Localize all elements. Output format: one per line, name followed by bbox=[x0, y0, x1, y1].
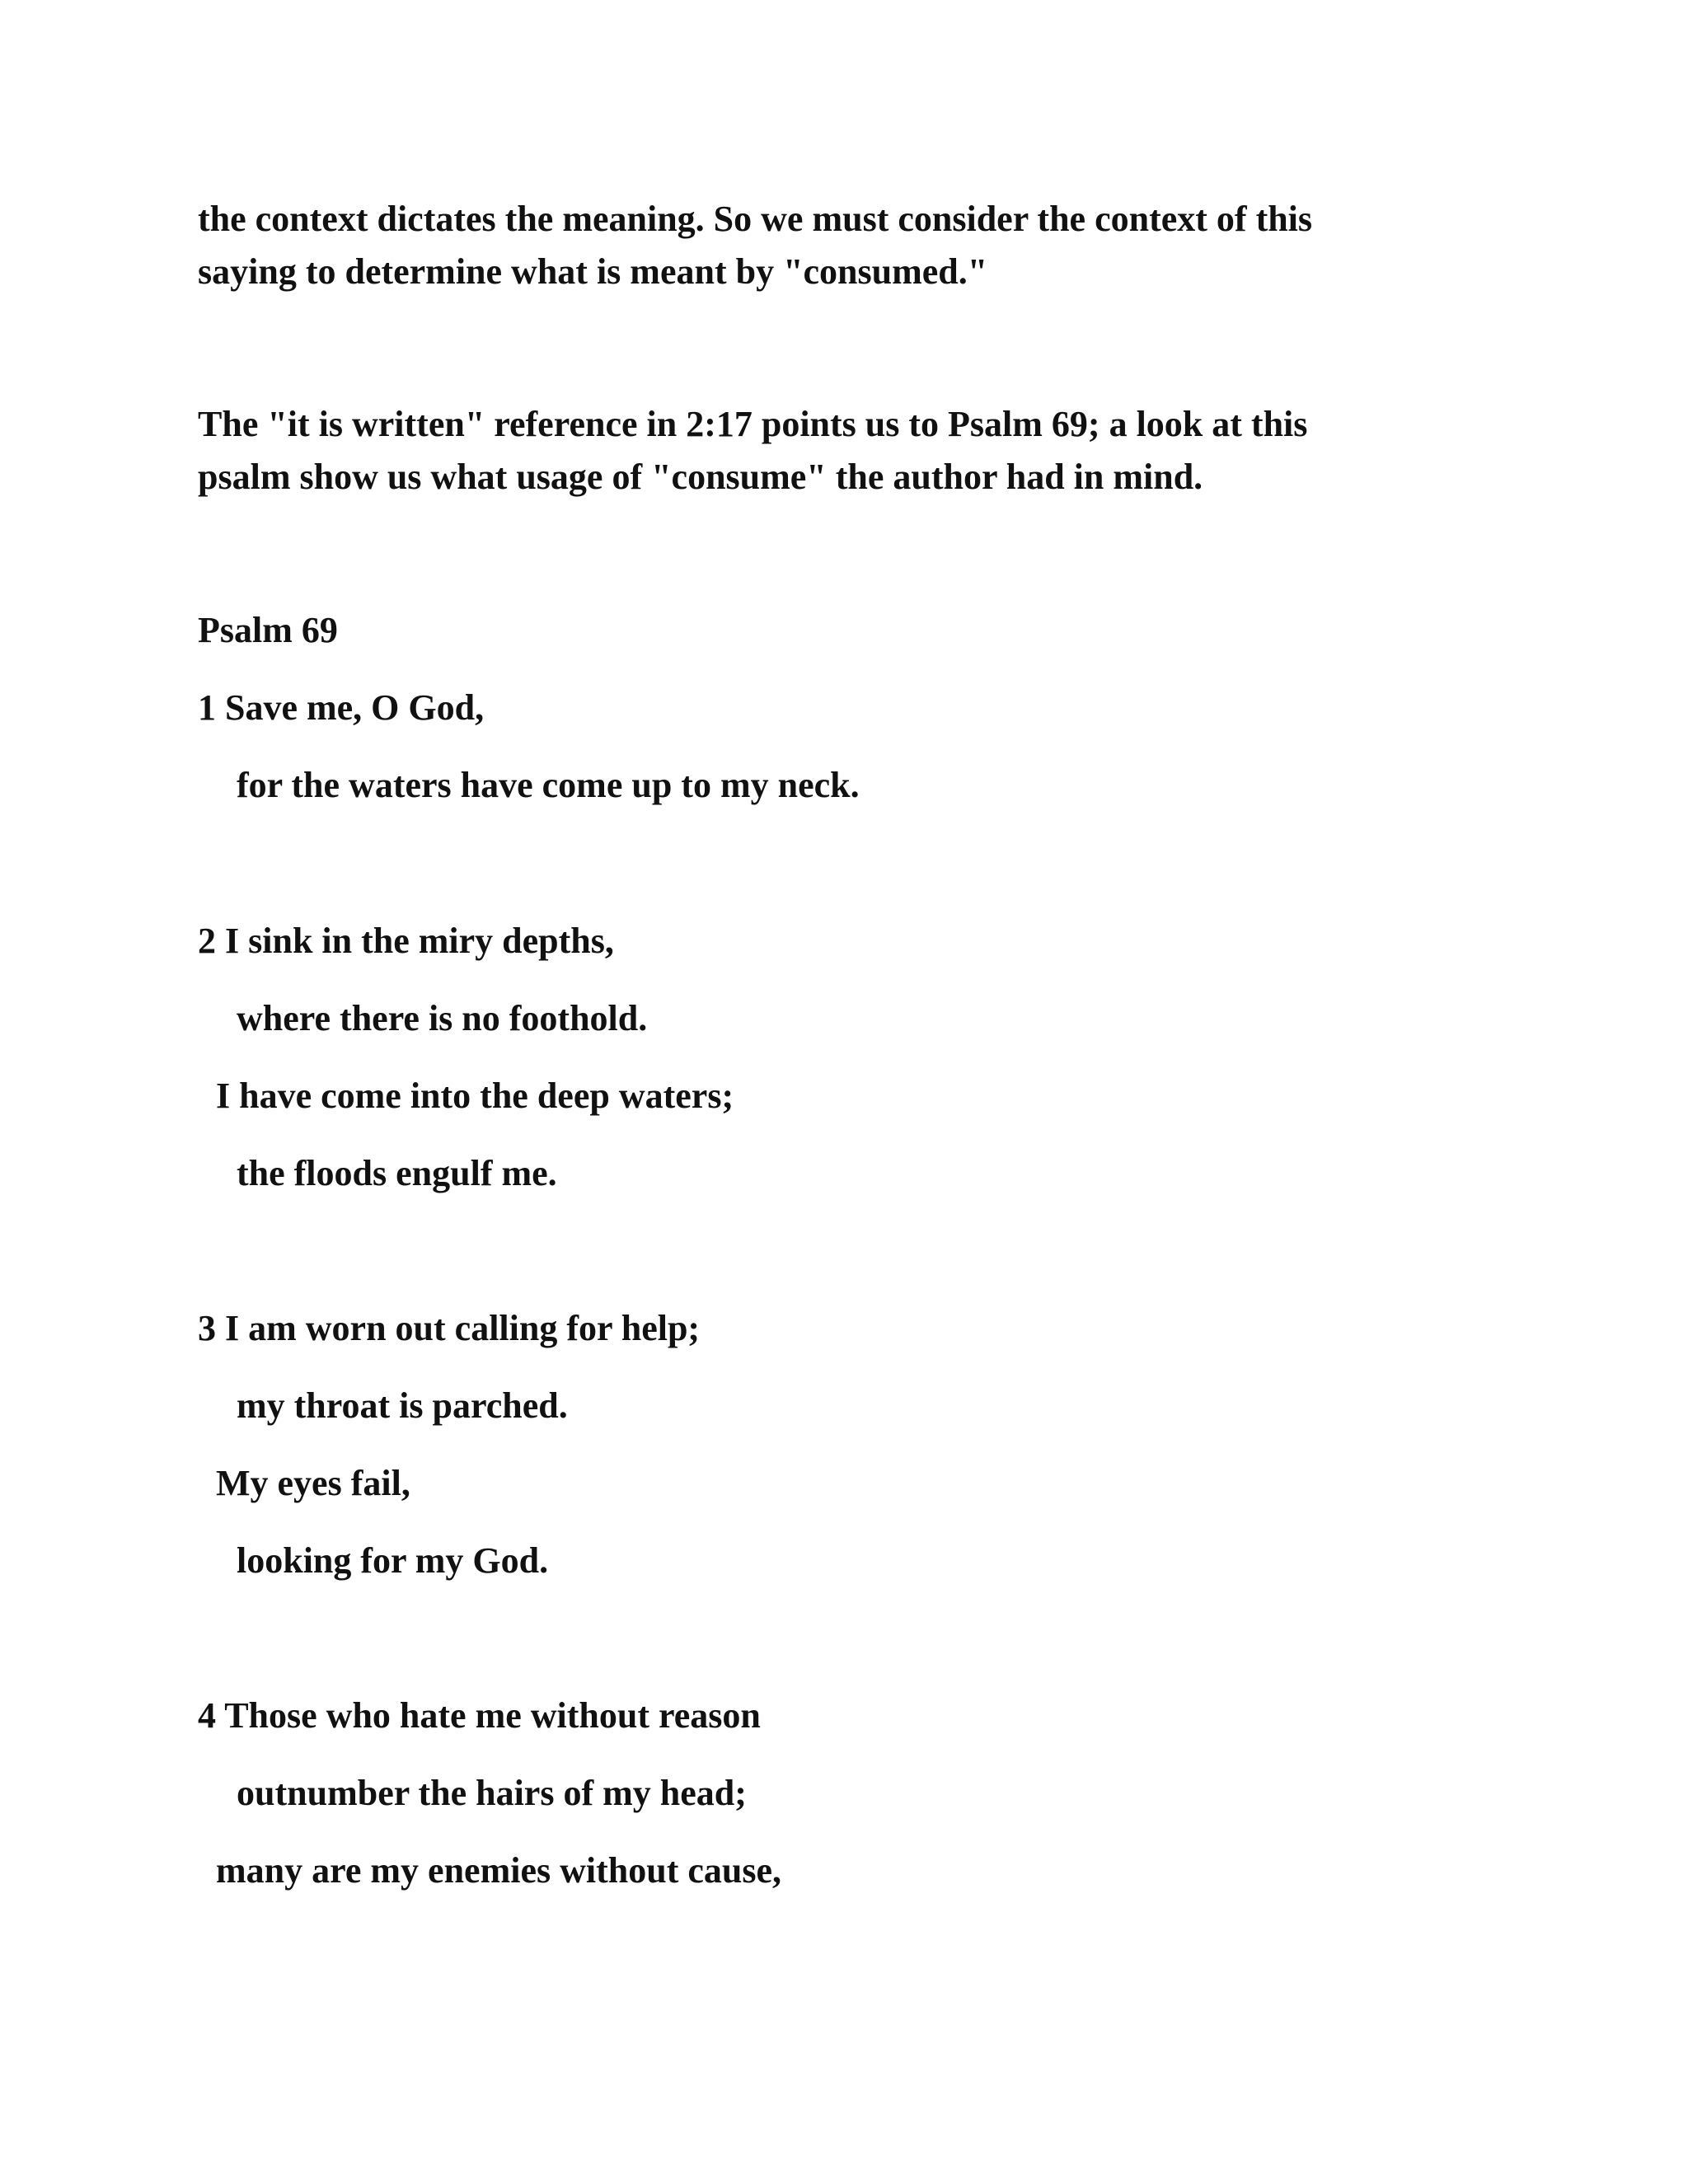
verse-1-line-2: for the waters have come up to my neck. bbox=[237, 765, 860, 805]
verse-2-line-1: 2 I sink in the miry depths, bbox=[198, 921, 614, 961]
verse-2-line-2: where there is no foothold. bbox=[237, 998, 648, 1038]
paragraph-2-line-1: The "it is written" reference in 2:17 points us to Psalm 69; a look at this bbox=[198, 404, 1308, 444]
paragraph-1-line-1: the context dictates the meaning. So we must consider the context of this bbox=[198, 199, 1313, 239]
verse-3-line-2: my throat is parched. bbox=[237, 1385, 568, 1426]
verse-1-line-1: 1 Save me, O God, bbox=[198, 687, 485, 728]
verse-3-line-1: 3 I am worn out calling for help; bbox=[198, 1308, 701, 1348]
verse-2-line-4: the floods engulf me. bbox=[237, 1153, 557, 1193]
verse-4-line-2: outnumber the hairs of my head; bbox=[237, 1773, 747, 1813]
paragraph-2-line-2: psalm show us what usage of "consume" the author had in mind. bbox=[198, 457, 1203, 497]
verse-4-line-3: many are my enemies without cause, bbox=[216, 1850, 781, 1891]
verse-3-line-3: My eyes fail, bbox=[216, 1463, 410, 1503]
psalm-title: Psalm 69 bbox=[198, 610, 338, 650]
verse-3-line-4: looking for my God. bbox=[237, 1540, 549, 1581]
verse-4-line-1: 4 Those who hate me without reason bbox=[198, 1695, 761, 1736]
paragraph-1-line-2: saying to determine what is meant by "consumed." bbox=[198, 251, 988, 292]
verse-2-line-3: I have come into the deep waters; bbox=[216, 1076, 734, 1116]
